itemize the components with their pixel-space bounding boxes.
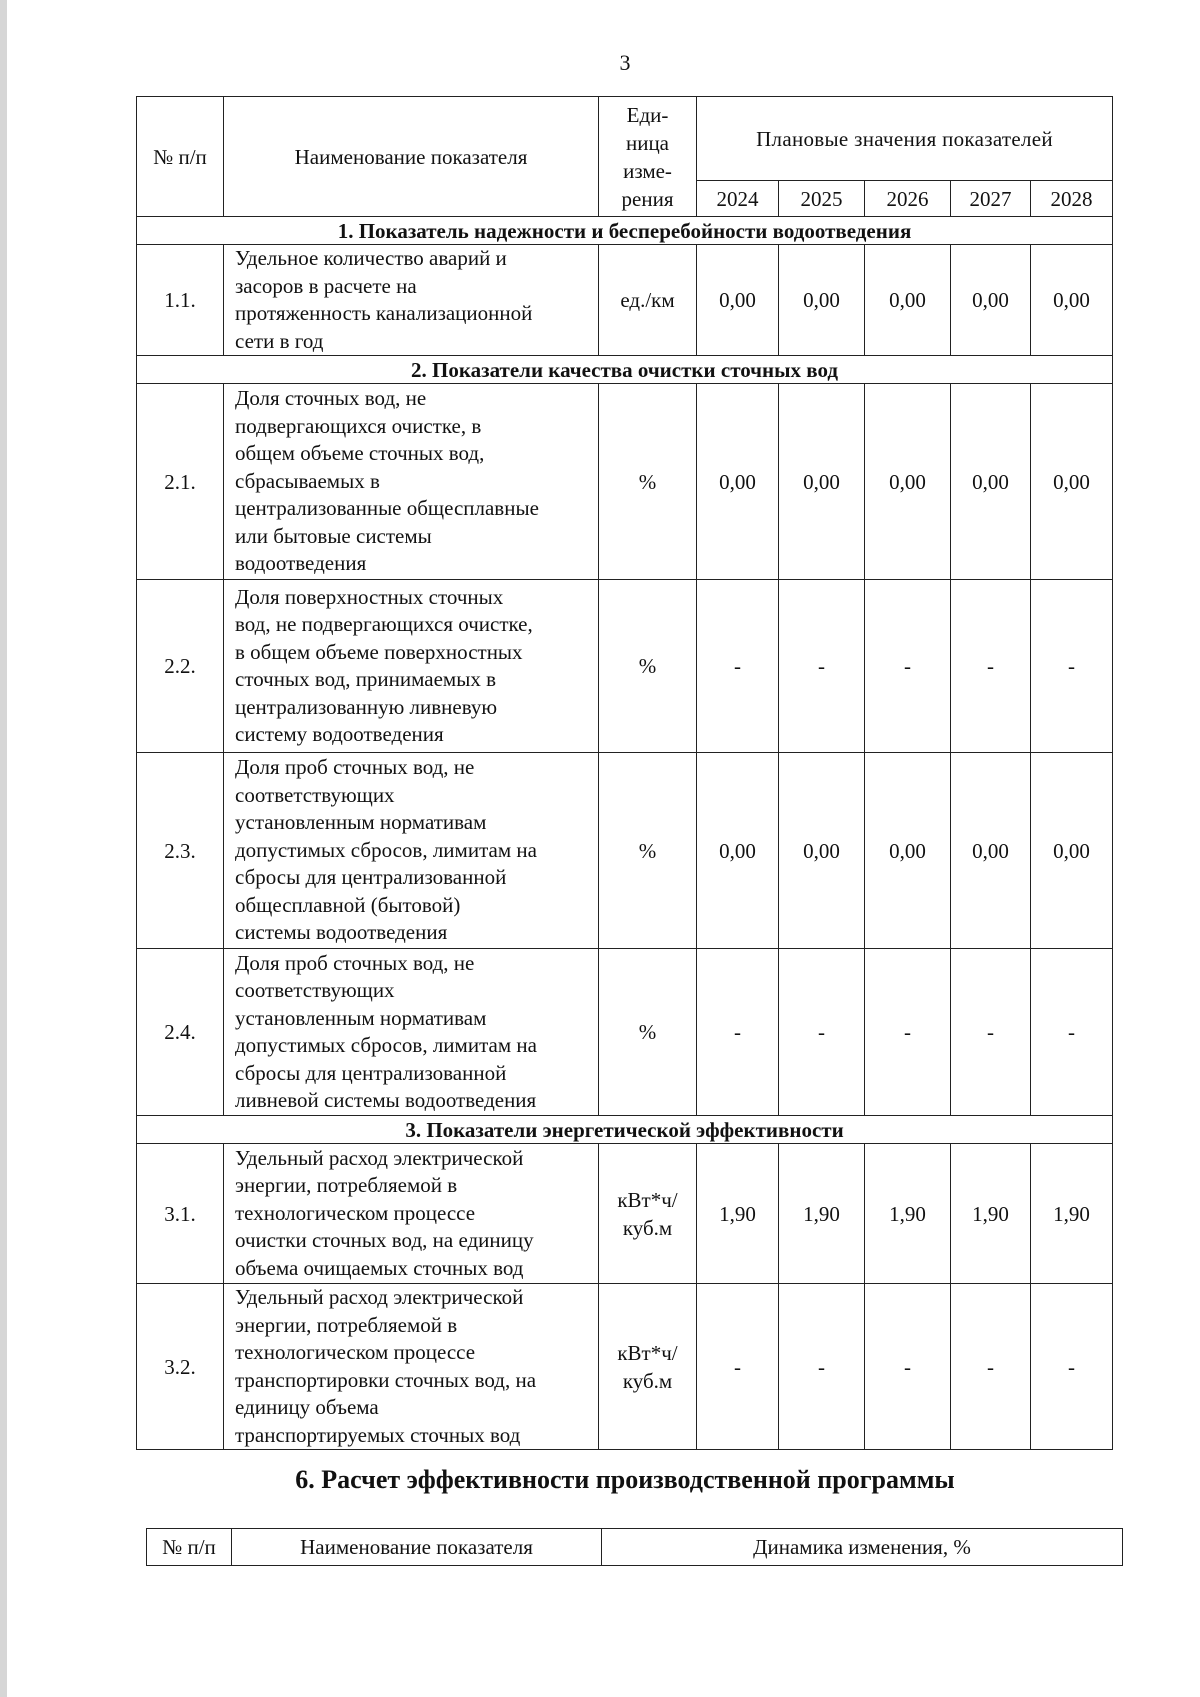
indicator-name-line: Доля поверхностных сточных bbox=[235, 584, 504, 609]
indicator-name-line: объема очищаемых сточных вод bbox=[235, 1255, 524, 1280]
unit-of-measure bbox=[599, 580, 697, 753]
row-number: 2.2. bbox=[137, 580, 224, 753]
unit-of-measure bbox=[599, 1144, 697, 1284]
indicator-name-line: водоотведения bbox=[235, 551, 367, 576]
header-unit-line: изме- bbox=[623, 158, 672, 183]
page-number: 3 bbox=[619, 50, 631, 75]
indicator-name-line: сбросы для централизованной bbox=[235, 1060, 507, 1085]
plan-value: 0,00 bbox=[779, 753, 865, 949]
indicator-name bbox=[224, 949, 599, 1116]
indicator-name-line: энергии, потребляемой в bbox=[235, 1312, 458, 1337]
indicator-name-line: Удельное количество аварий и bbox=[235, 246, 507, 270]
indicator-name-line: Доля проб сточных вод, не bbox=[235, 950, 475, 975]
indicator-name bbox=[224, 245, 599, 356]
indicator-name-line: системы водоотведения bbox=[235, 920, 448, 945]
indicator-name-line: сети в год bbox=[235, 328, 324, 353]
indicator-name-line: протяженность канализационной bbox=[235, 301, 533, 325]
indicator-name bbox=[224, 753, 599, 949]
plan-value: 0,00 bbox=[697, 753, 779, 949]
header-name: Наименование показателя bbox=[232, 1529, 602, 1566]
plan-value: 0,00 bbox=[779, 384, 865, 580]
plan-value: - bbox=[779, 949, 865, 1116]
plan-value: - bbox=[1031, 580, 1113, 753]
plan-value: - bbox=[951, 1284, 1031, 1450]
plan-value: - bbox=[951, 949, 1031, 1116]
plan-value: 0,00 bbox=[779, 245, 865, 356]
unit-of-measure bbox=[599, 949, 697, 1116]
indicator-name-line: допустимых сбросов, лимитам на bbox=[235, 837, 537, 862]
section-title: 1. Показатель надежности и бесперебойности водоотведения bbox=[137, 217, 1113, 245]
plan-value: 0,00 bbox=[951, 245, 1031, 356]
unit-line: % bbox=[638, 469, 657, 494]
indicator-name-line: энергии, потребляемой в bbox=[235, 1173, 458, 1198]
unit-line: кВт*ч/ bbox=[617, 1340, 678, 1365]
indicator-name-line: Доля проб сточных вод, не bbox=[235, 755, 475, 780]
header-unit-line: ница bbox=[625, 130, 670, 155]
header-dynamics: Динамика изменения, % bbox=[602, 1529, 1123, 1566]
table-row bbox=[137, 1144, 1113, 1284]
plan-value: - bbox=[865, 1284, 951, 1450]
indicator-name-line: Удельный расход электрической bbox=[235, 1285, 524, 1309]
row-number: 3.1. bbox=[137, 1144, 224, 1284]
indicator-name-line: технологическом процессе bbox=[235, 1340, 476, 1364]
indicator-name-line: допустимых сбросов, лимитам на bbox=[235, 1033, 537, 1057]
plan-value: - bbox=[951, 580, 1031, 753]
indicator-name-line: подвергающихся очистке, в bbox=[235, 413, 482, 438]
section-title: 2. Показатели качества очистки сточных вод bbox=[137, 356, 1113, 384]
header-unit bbox=[599, 97, 697, 217]
section-title: 3. Показатели энергетической эффективности bbox=[137, 1116, 1113, 1144]
indicator-name-line: в общем объеме поверхностных bbox=[235, 639, 523, 664]
plan-value: 1,90 bbox=[697, 1144, 779, 1284]
row-number: 2.1. bbox=[137, 384, 224, 580]
table-row bbox=[137, 580, 1113, 753]
header-unit-line: Еди- bbox=[626, 102, 669, 127]
plan-value: - bbox=[865, 580, 951, 753]
section-row bbox=[137, 1116, 1113, 1144]
unit-line: куб.м bbox=[622, 1368, 673, 1393]
row-number: 1.1. bbox=[137, 245, 224, 356]
plan-value: 0,00 bbox=[1031, 384, 1113, 580]
table-row bbox=[137, 1284, 1113, 1450]
indicator-name-line: транспортировки сточных вод, на bbox=[235, 1367, 537, 1392]
indicator-name-line: засоров в расчете на bbox=[235, 273, 417, 298]
indicator-name-line: централизованную ливневую bbox=[235, 694, 498, 719]
plan-value: 0,00 bbox=[865, 245, 951, 356]
plan-value: 1,90 bbox=[865, 1144, 951, 1284]
efficiency-table bbox=[146, 1528, 1123, 1566]
unit-line: % bbox=[638, 838, 657, 863]
header-plan: Плановые значения показателей bbox=[697, 97, 1113, 181]
indicator-name-line: или бытовые системы bbox=[235, 523, 432, 548]
unit-of-measure bbox=[599, 1284, 697, 1450]
plan-value: - bbox=[779, 580, 865, 753]
header-year: 2027 bbox=[951, 181, 1031, 217]
header-unit-line: рения bbox=[621, 186, 674, 211]
header-year: 2025 bbox=[779, 181, 865, 217]
row-number: 2.3. bbox=[137, 753, 224, 949]
plan-value: 0,00 bbox=[1031, 245, 1113, 356]
indicator-name bbox=[224, 580, 599, 753]
unit-line: ед./км bbox=[620, 288, 675, 312]
unit-line: куб.м bbox=[622, 1215, 673, 1240]
row-number: 2.4. bbox=[137, 949, 224, 1116]
unit-of-measure bbox=[599, 753, 697, 949]
indicator-name-line: Доля сточных вод, не bbox=[235, 386, 427, 411]
indicator-name-line: ливневой системы водоотведения bbox=[235, 1088, 537, 1112]
indicator-name-line: сбросы для централизованной bbox=[235, 865, 507, 890]
unit-of-measure bbox=[599, 384, 697, 580]
table-row bbox=[137, 753, 1113, 949]
indicator-name-line: сбрасываемых в bbox=[235, 468, 380, 493]
plan-value: 1,90 bbox=[951, 1144, 1031, 1284]
plan-value: 0,00 bbox=[951, 753, 1031, 949]
indicator-name bbox=[224, 1144, 599, 1284]
header-year: 2028 bbox=[1031, 181, 1113, 217]
plan-value: - bbox=[697, 1284, 779, 1450]
scan-edge bbox=[0, 0, 7, 1697]
plan-value: - bbox=[697, 949, 779, 1116]
indicators-table bbox=[136, 96, 1113, 1450]
row-number: 3.2. bbox=[137, 1284, 224, 1450]
plan-value: - bbox=[1031, 1284, 1113, 1450]
header-name: Наименование показателя bbox=[224, 97, 599, 217]
plan-value: - bbox=[865, 949, 951, 1116]
indicator-name bbox=[224, 1284, 599, 1450]
indicator-name-line: соответствующих bbox=[235, 782, 395, 807]
indicator-name-line: общесплавной (бытовой) bbox=[235, 892, 461, 917]
plan-value: 1,90 bbox=[779, 1144, 865, 1284]
indicator-name-line: Удельный расход электрической bbox=[235, 1145, 524, 1170]
section-6-heading: 6. Расчет эффективности производственной программы bbox=[295, 1465, 955, 1494]
plan-value: 0,00 bbox=[865, 753, 951, 949]
unit-line: % bbox=[638, 1020, 657, 1044]
plan-value: 0,00 bbox=[951, 384, 1031, 580]
plan-value: 0,00 bbox=[697, 245, 779, 356]
indicator-name-line: установленным нормативам bbox=[235, 1005, 487, 1030]
indicator-name-line: соответствующих bbox=[235, 978, 395, 1002]
plan-value: - bbox=[697, 580, 779, 753]
indicator-name-line: установленным нормативам bbox=[235, 810, 487, 835]
indicator-name-line: сточных вод, принимаемых в bbox=[235, 667, 496, 691]
header-num: № п/п bbox=[137, 97, 224, 217]
plan-value: - bbox=[1031, 949, 1113, 1116]
plan-value: 0,00 bbox=[697, 384, 779, 580]
section-row bbox=[137, 356, 1113, 384]
header-num: № п/п bbox=[147, 1529, 232, 1566]
plan-value: 1,90 bbox=[1031, 1144, 1113, 1284]
plan-value: 0,00 bbox=[1031, 753, 1113, 949]
unit-line: кВт*ч/ bbox=[617, 1187, 678, 1212]
indicator-name-line: вод, не подвергающихся очистке, bbox=[235, 612, 533, 636]
indicator-name-line: централизованные общесплавные bbox=[235, 496, 539, 521]
indicator-name bbox=[224, 384, 599, 580]
plan-value: 0,00 bbox=[865, 384, 951, 580]
header-year: 2026 bbox=[865, 181, 951, 217]
table-row bbox=[137, 384, 1113, 580]
indicator-name-line: технологическом процессе bbox=[235, 1200, 476, 1225]
indicator-name-line: общем объеме сточных вод, bbox=[235, 441, 485, 466]
header-year: 2024 bbox=[697, 181, 779, 217]
plan-value: - bbox=[779, 1284, 865, 1450]
table-row bbox=[137, 245, 1113, 356]
section-row bbox=[137, 217, 1113, 245]
indicator-name-line: единицу объема bbox=[235, 1395, 379, 1419]
table-row bbox=[137, 949, 1113, 1116]
indicator-name-line: очистки сточных вод, на единицу bbox=[235, 1228, 534, 1253]
unit-line: % bbox=[638, 654, 657, 678]
indicator-name-line: транспортируемых сточных вод bbox=[235, 1422, 521, 1447]
unit-of-measure bbox=[599, 245, 697, 356]
indicator-name-line: систему водоотведения bbox=[235, 722, 444, 746]
